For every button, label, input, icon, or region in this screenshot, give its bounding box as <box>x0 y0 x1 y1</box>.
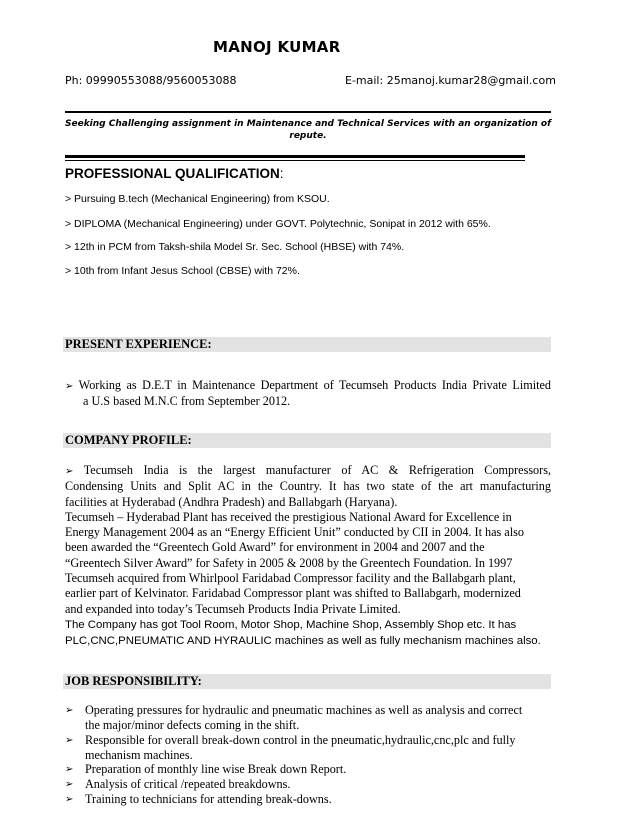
email-address: E-mail: 25manoj.kumar28@gmail.com <box>345 74 556 87</box>
responsibility-item: ➢ Analysis of critical /repeated breakdowns. <box>65 777 291 791</box>
company-heading: COMPANY PROFILE: <box>63 433 551 448</box>
responsibility-item: ➢ Preparation of monthly line wise Break down Report. <box>65 762 347 776</box>
section-divider-thin <box>65 160 525 161</box>
company-line: Tecumseh – Hyderabad Plant has received the prestigious National Award for Excellence in <box>65 509 512 524</box>
phone-number: Ph: 09990553088/9560053088 <box>65 74 237 87</box>
company-line: Tecumseh acquired from Whirlpool Faridabad Compressor facility and the Ballabgarh plant, <box>65 571 516 586</box>
company-profile-text <box>65 463 551 617</box>
company-line: ➢ Tecumseh India is the largest manufacturer of AC & Refrigeration Compressors, <box>65 463 552 477</box>
qualification-item: > Pursuing B.tech (Mechanical Engineering) from KSOU. <box>65 193 330 205</box>
experience-text-1: Working as D.E.T in Maintenance Department of Tecumseh Products India Private Limited <box>78 378 552 392</box>
arrow-bullet-icon: ➢ <box>65 764 74 775</box>
company-line: been awarded the “Greentech Gold Award” for environment in 2004 and 2007 and the <box>65 540 485 555</box>
candidate-name: MANOJ KUMAR <box>213 38 341 56</box>
company-line: “Greentech Silver Award” for Safety in 2005 & 2008 by the Greentech Foundation. In 1997 <box>65 555 513 570</box>
experience-entry <box>65 378 551 410</box>
company-facilities-line: PLC,CNC,PNEUMATIC AND HYRAULIC machines as well as fully mechanism machines also. <box>65 635 541 647</box>
section-divider-thick <box>65 155 525 158</box>
company-line: Energy Management 2004 as an “Energy Efficient Unit” conducted by CII in 2004. It has also <box>65 525 524 540</box>
company-line: Condensing Units and Split AC in the Country. It has two state of the art manufacturing <box>65 479 551 494</box>
company-line: and expanded into today’s Tecumseh Products India Private Limited. <box>65 601 401 616</box>
arrow-bullet-icon: ➢ <box>65 466 74 477</box>
qualification-heading <box>65 166 284 181</box>
arrow-bullet-icon: ➢ <box>65 794 74 805</box>
qualification-heading-colon: : <box>279 166 284 181</box>
responsibility-item: ➢ Training to technicians for attending break-downs. <box>65 792 332 806</box>
experience-line-1 <box>65 378 551 394</box>
arrow-bullet-icon: ➢ <box>65 381 74 392</box>
experience-line-2: a U.S based M.N.C from September 2012. <box>83 394 291 409</box>
arrow-bullet-icon: ➢ <box>65 735 74 746</box>
responsibility-item: ➢ Operating pressures for hydraulic and pneumatic machines as well as analysis and correct the major/minor defects coming in the shift. <box>65 703 523 732</box>
arrow-bullet-icon: ➢ <box>65 779 74 790</box>
company-line: facilities at Hyderabad (Andhra Pradesh) and Ballabgarh (Haryana). <box>65 494 398 509</box>
qualification-item: > DIPLOMA (Mechanical Engineering) under GOVT. Polytechnic, Sonipat in 2012 with 65%. <box>65 218 491 230</box>
arrow-bullet-icon: ➢ <box>65 705 74 716</box>
qualification-item: > 10th from Infant Jesus School (CBSE) with 72%. <box>65 265 300 277</box>
company-line: earlier part of Kelvinator. Faridabad Compressor plant was shifted to Ballabgarh, modernized <box>65 586 521 601</box>
qualification-heading-text: PROFESSIONAL QUALIFICATION <box>65 166 280 181</box>
experience-heading: PRESENT EXPERIENCE: <box>63 337 551 352</box>
career-objective: Seeking Challenging assignment in Maintenance and Technical Services with an organization of repute. <box>65 119 551 141</box>
qualification-item: > 12th in PCM from Taksh-shila Model Sr. Sec. School (HBSE) with 74%. <box>65 241 405 253</box>
company-facilities-line: The Company has got Tool Room, Motor Shop, Machine Shop, Assembly Shop etc. It has <box>65 619 517 631</box>
header-divider <box>65 111 551 113</box>
responsibility-heading: JOB RESPONSIBILITY: <box>63 674 551 689</box>
responsibility-item: ➢ Responsible for overall break-down control in the pneumatic,hydraulic,cnc,plc and fully mechanism machines. <box>65 733 516 762</box>
